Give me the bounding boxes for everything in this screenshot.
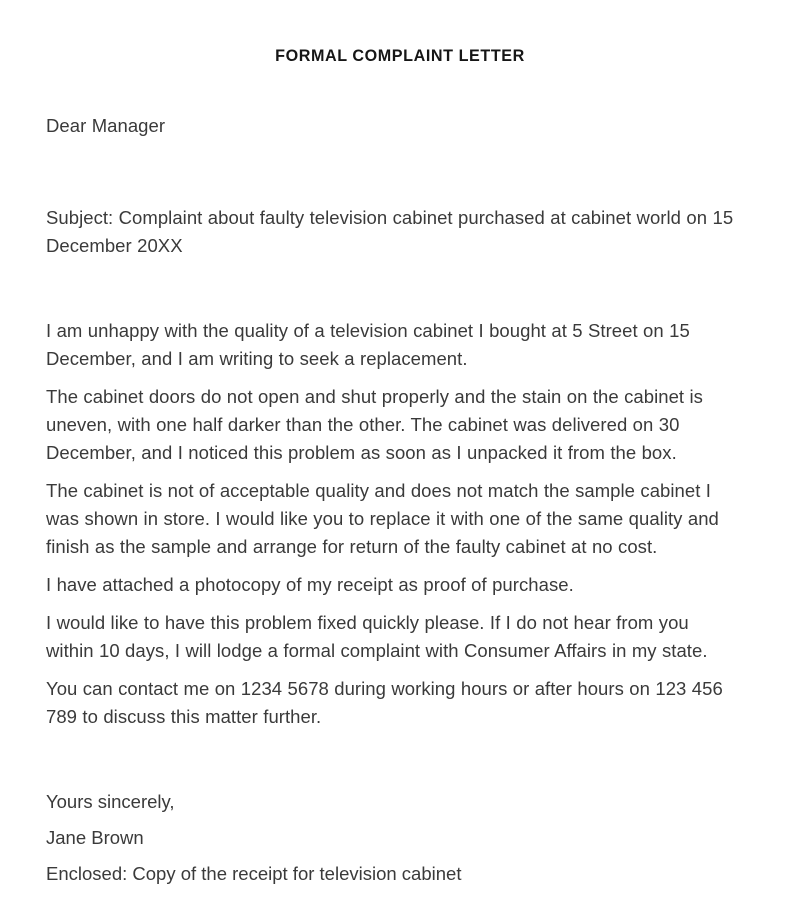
- body-paragraph-5: I would like to have this problem fixed quickly please. If I do not hear from you within 10 days, I will lodge a formal complaint with Consumer Affairs in my state.: [46, 612, 708, 661]
- sender-name: Jane Brown: [46, 827, 144, 848]
- body-paragraph-3: The cabinet is not of acceptable quality and does not match the sample cabinet I was shown in store. I would like you to replace it with one of the same quality and finish as the sample and arrange for return of the faulty cabinet at no cost.: [46, 480, 719, 557]
- enclosure-note: Enclosed: Copy of the receipt for television cabinet: [46, 863, 462, 884]
- body-paragraph-6: You can contact me on 1234 5678 during working hours or after hours on 123 456 789 to discuss this matter further.: [46, 678, 723, 727]
- body-paragraph-4: I have attached a photocopy of my receipt as proof of purchase.: [46, 574, 574, 595]
- body-paragraph-1: I am unhappy with the quality of a television cabinet I bought at 5 Street on 15 December, and I am writing to seek a replacement.: [46, 320, 690, 369]
- sign-off: Yours sincerely,: [46, 791, 175, 812]
- subject-line: Subject: Complaint about faulty television cabinet purchased at cabinet world on 15 December 20XX: [46, 207, 734, 256]
- letter-body: [46, 112, 738, 888]
- body-paragraph-2: The cabinet doors do not open and shut properly and the stain on the cabinet is uneven, with one half darker than the other. The cabinet was delivered on 30 December, and I noticed this problem as soon as I unpacked it from the box.: [46, 386, 703, 463]
- salutation: Dear Manager: [46, 115, 166, 136]
- page-title: FORMAL COMPLAINT LETTER: [275, 46, 525, 65]
